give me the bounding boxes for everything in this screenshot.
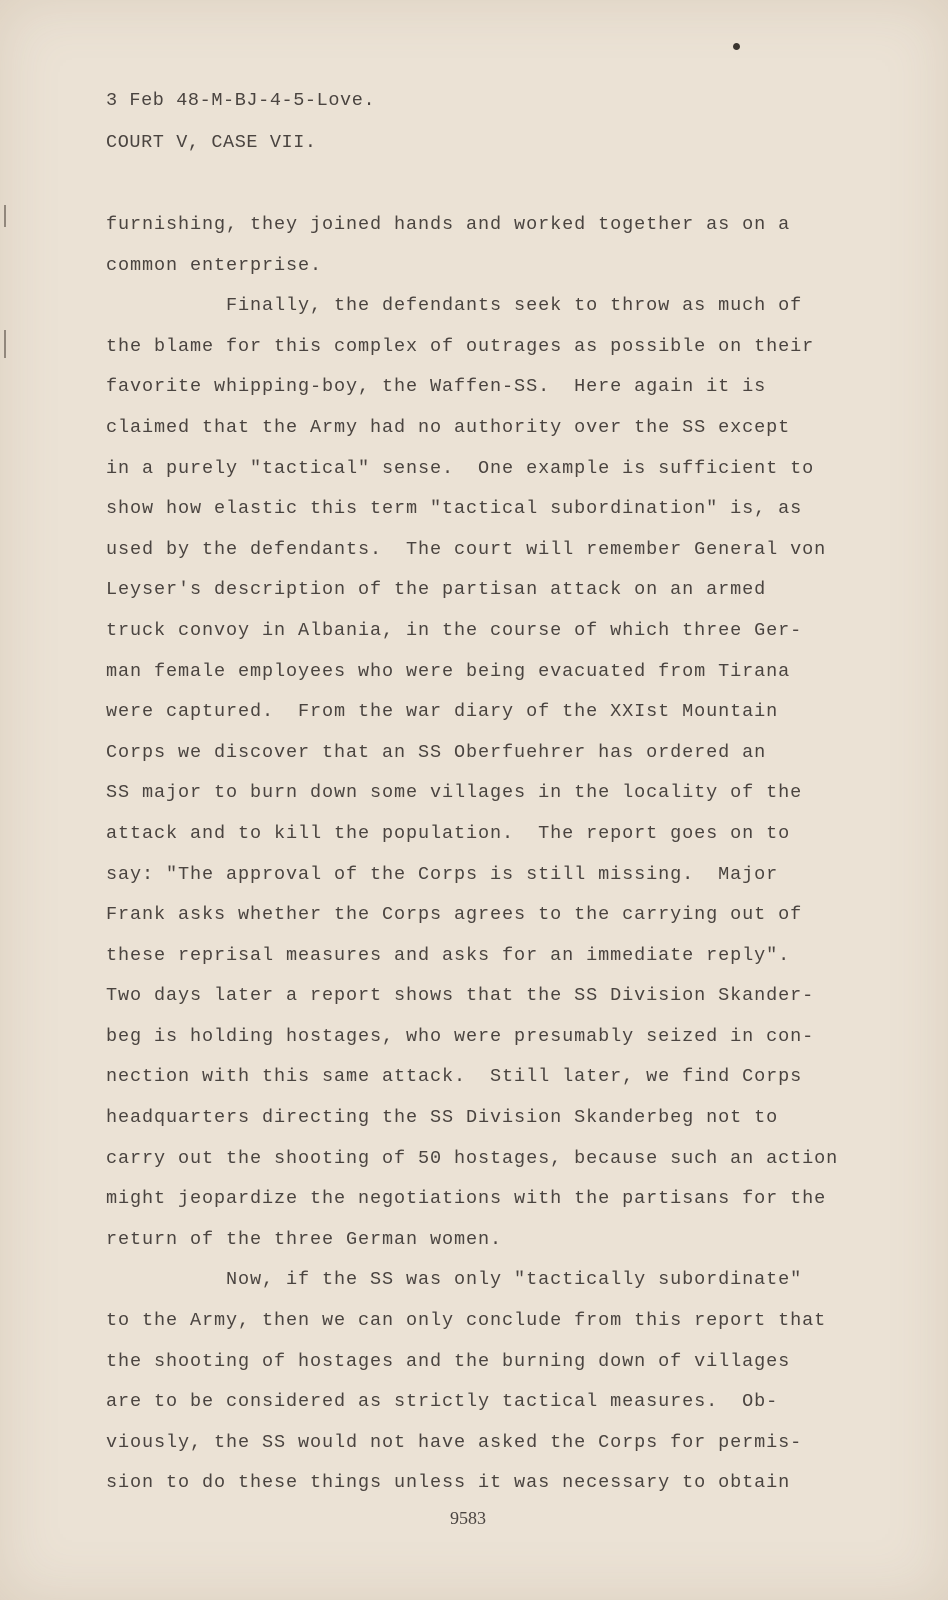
text-line: Corps we discover that an SS Oberfuehrer has ordered an — [106, 741, 767, 763]
text-line: Leyser's description of the partisan attack on an armed — [106, 579, 767, 601]
text-line: show how elastic this term "tactical subordination" is, as — [106, 498, 803, 520]
text-line: headquarters directing the SS Division Skanderbeg not to — [106, 1107, 779, 1129]
text-line: man female employees who were being evacuated from Tirana — [106, 660, 791, 682]
text-line: common enterprise. — [106, 254, 323, 276]
text-line: these reprisal measures and asks for an immediate reply". — [106, 944, 791, 966]
text-line: might jeopardize the negotiations with the partisans for the — [106, 1188, 827, 1210]
text-line: claimed that the Army had no authority over the SS except — [106, 416, 791, 438]
text-line: Now, if the SS was only "tactically subordinate" — [106, 1269, 803, 1291]
edge-mark — [4, 330, 6, 358]
text-line: used by the defendants. The court will remember General von — [106, 538, 827, 560]
page-number: 9583 — [450, 1508, 486, 1528]
text-line: nection with this same attack. Still later, we find Corps — [106, 1066, 803, 1088]
court-case-heading: COURT V, CASE VII. — [106, 132, 317, 153]
text-line: favorite whipping-boy, the Waffen-SS. Here again it is — [106, 376, 767, 398]
document-reference: 3 Feb 48-M-BJ-4-5-Love. — [106, 90, 376, 111]
text-line: furnishing, they joined hands and worked together as on a — [106, 214, 791, 235]
text-line: return of the three German women. — [106, 1228, 503, 1250]
text-line: the blame for this complex of outrages as possible on their — [106, 335, 815, 357]
punch-hole-mark — [733, 43, 740, 50]
text-line: sion to do these things unless it was necessary to obtain — [106, 1472, 791, 1494]
text-line: in a purely "tactical" sense. One example is sufficient to — [106, 457, 815, 479]
text-line: the shooting of hostages and the burning down of villages — [106, 1350, 791, 1372]
edge-mark — [4, 205, 6, 227]
text-line: were captured. From the war diary of the XXIst Mountain — [106, 701, 779, 723]
text-line: SS major to burn down some villages in the locality of the — [106, 782, 803, 804]
body-text — [106, 205, 866, 1504]
text-line: viously, the SS would not have asked the Corps for permis- — [106, 1431, 803, 1453]
text-line: to the Army, then we can only conclude from this report that — [106, 1310, 827, 1332]
text-line: carry out the shooting of 50 hostages, because such an action — [106, 1147, 839, 1169]
text-line: Two days later a report shows that the SS Division Skander- — [106, 985, 815, 1007]
text-line: are to be considered as strictly tactical measures. Ob- — [106, 1391, 779, 1413]
text-line: beg is holding hostages, who were presumably seized in con- — [106, 1025, 815, 1047]
text-line: Finally, the defendants seek to throw as much of — [106, 295, 803, 317]
text-line: Frank asks whether the Corps agrees to the carrying out of — [106, 904, 803, 926]
text-line: say: "The approval of the Corps is still missing. Major — [106, 863, 779, 885]
text-line: truck convoy in Albania, in the course of which three Ger- — [106, 619, 803, 641]
text-line: attack and to kill the population. The report goes on to — [106, 822, 791, 844]
